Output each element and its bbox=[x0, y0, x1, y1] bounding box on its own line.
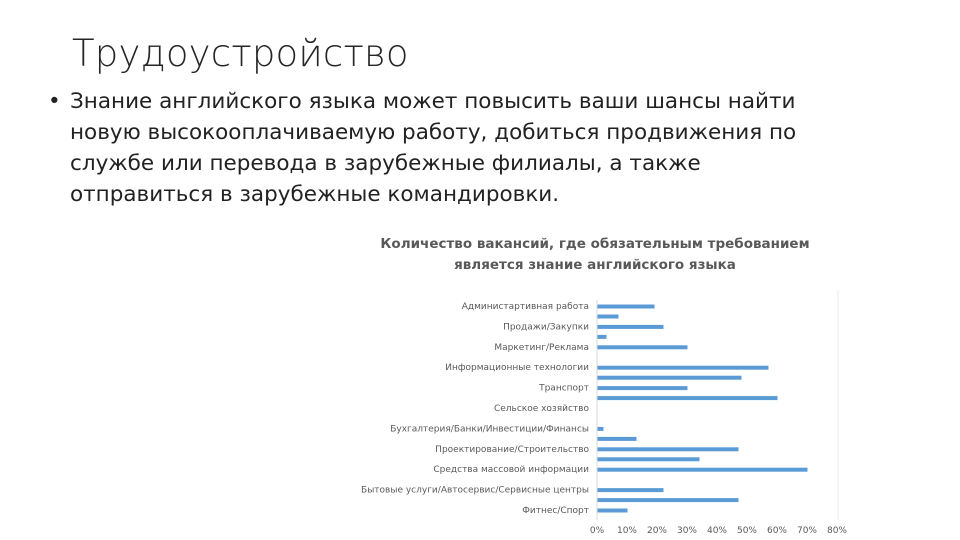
bar-series-2 bbox=[598, 376, 742, 380]
bar-series-2 bbox=[598, 335, 607, 339]
slide-title: Трудоустройство bbox=[72, 32, 409, 75]
category-label: Фитнес/Спорт bbox=[522, 506, 589, 516]
bar-series-2 bbox=[598, 315, 619, 319]
bar-series-1 bbox=[598, 325, 664, 329]
bar-series-1 bbox=[598, 386, 688, 390]
bar-series-1 bbox=[598, 488, 664, 492]
category-label: Информационные технологии bbox=[445, 363, 589, 374]
bar-series-2 bbox=[598, 396, 778, 400]
bullet-marker: • bbox=[48, 89, 61, 114]
bar-series-1 bbox=[598, 468, 808, 472]
x-tick-label: 60% bbox=[766, 526, 788, 536]
x-tick-label: 40% bbox=[706, 526, 728, 536]
category-label: Сельское хозяйство bbox=[493, 404, 589, 414]
bar-series-1 bbox=[598, 509, 628, 513]
bar-series-2 bbox=[598, 498, 739, 502]
bar-series-1 bbox=[598, 447, 739, 451]
bar-series-2 bbox=[598, 457, 700, 461]
x-tick-label: 80% bbox=[826, 526, 848, 536]
category-label: Маркетинг/Реклама bbox=[494, 342, 589, 353]
category-label: Бытовые услуги/Автосервис/Сервисные центры bbox=[361, 485, 589, 496]
category-label: Администартивная работа bbox=[461, 302, 589, 312]
bullet-text: Знание английского языка может повысить ваши шансы найти новую высокооплачиваемую работу, добиться продвижения по службе или перевода в зарубежные филиалы, а также отправиться в зарубежные командировки. bbox=[70, 89, 797, 207]
x-tick-label: 30% bbox=[676, 526, 698, 536]
category-label: Продажи/Закупки bbox=[503, 322, 589, 333]
x-tick-label: 70% bbox=[796, 526, 818, 536]
bar-series-1 bbox=[598, 345, 688, 349]
bar-series-2 bbox=[598, 437, 637, 441]
category-label: Бухгалтерия/Банки/Инвестиции/Финансы bbox=[390, 424, 589, 435]
x-tick-label: 20% bbox=[646, 526, 668, 536]
chart-title: Количество вакансий, где обязательным требованием является знание английского языка bbox=[380, 236, 810, 273]
bar-series-1 bbox=[598, 427, 604, 431]
category-label: Транспорт bbox=[539, 383, 589, 394]
bar-series-1 bbox=[598, 366, 769, 370]
category-label: Средства массовой информации bbox=[433, 465, 589, 476]
x-tick-label: 10% bbox=[616, 526, 638, 536]
bar-series-1 bbox=[598, 305, 655, 309]
x-tick-label: 0% bbox=[589, 526, 605, 536]
x-tick-label: 50% bbox=[736, 526, 758, 536]
category-label: Проектирование/Строительство bbox=[435, 444, 589, 455]
